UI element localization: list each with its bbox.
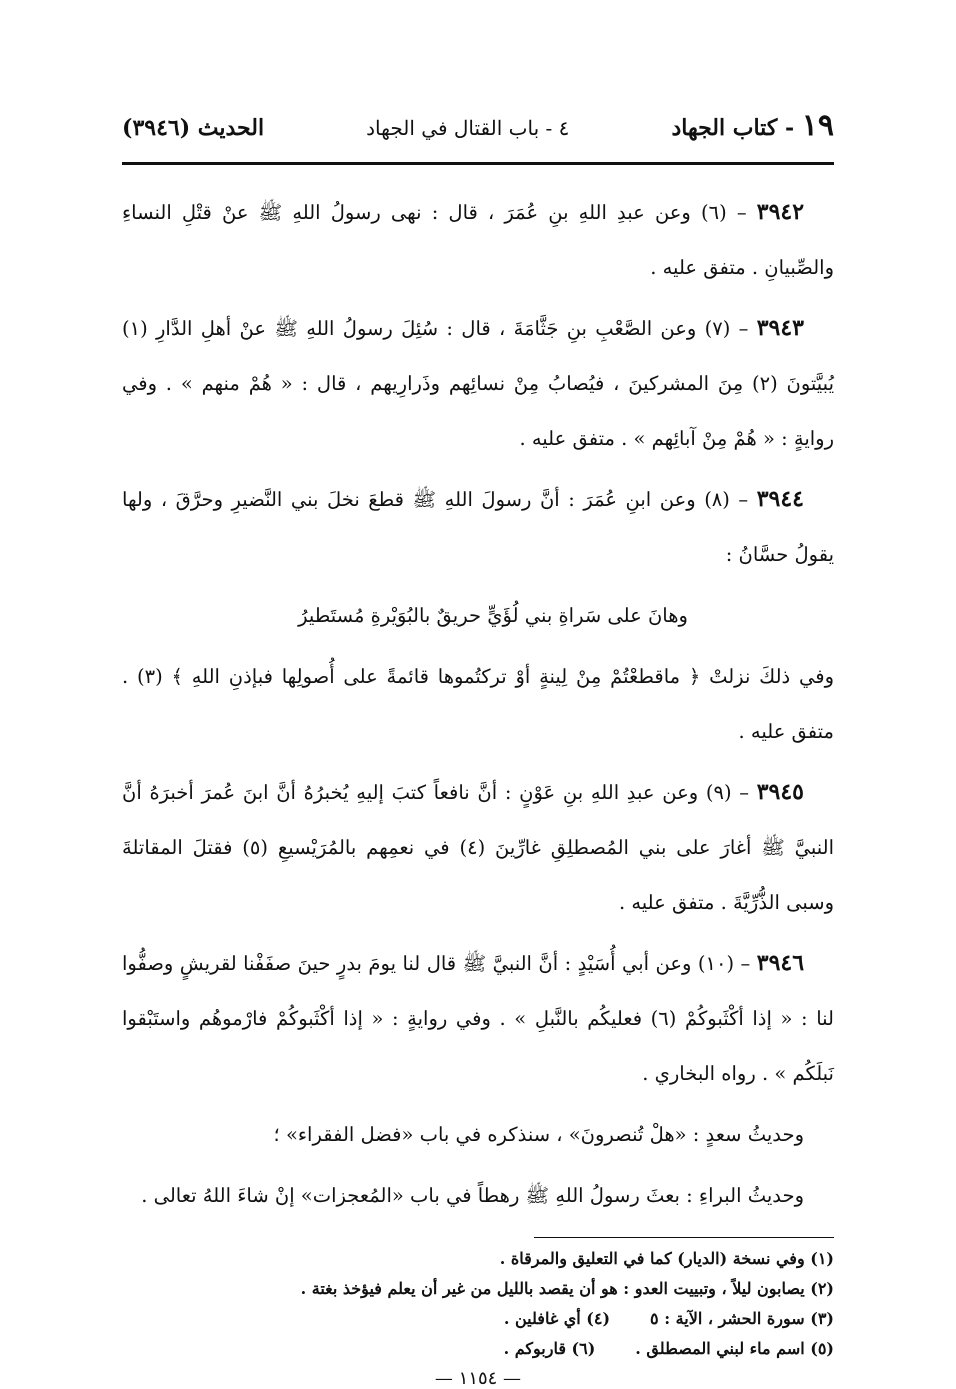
page-number: — ١١٥٤ — (434, 1368, 522, 1389)
page-header (122, 108, 834, 150)
note-baraa: وحديثُ البراءِ : بعثَ رسولُ اللهِ ﷺ رهطاً في باب «المُعجزات» إنْ شاءَ اللهُ تعالى . (141, 1184, 804, 1207)
book-title (671, 108, 834, 143)
hadith-3944 (122, 472, 834, 582)
footnote-rule (534, 1237, 834, 1238)
hadith-3943 (122, 301, 834, 466)
hadith-3946 (122, 936, 834, 1101)
book-title-text: - كتاب الجهاد (671, 115, 795, 141)
footnote-3: (٣) سورة الحشر ، الآية : ٥ (650, 1309, 834, 1328)
poem-verse: وهانَ على سَراةِ بني لُؤَيٍّ حريقٌ بالبُوَيْرةِ مُستَطيرُ (298, 604, 688, 627)
hadith-number: ٣٩٤٦ (756, 950, 805, 976)
footnotes (122, 1244, 834, 1364)
hadith-number: ٣٩٤٤ (756, 486, 804, 512)
hadith-range: الحديث (٣٩٤٦) (122, 115, 265, 141)
chapter-title: ٤ - باب القتال في الجهاد (366, 116, 570, 140)
footnote-4: (٤) أي غافلين . (503, 1309, 611, 1328)
hadith-text: – (٩) وعن عبدِ اللهِ بنِ عَوْنٍ : أنَّ نافعاً كتبَ إليهِ يُخبرُهُ أنَّ ابنَ عُمرَ أخبرَهُ أنَّ النبيَّ ﷺ أغارَ على بني المُصطلِقِ غارِّينَ (٤) في نعمِهم بالمُرَيْسيعِ (٥) فقتلَ المقاتلةَ وسبى الذُّرِّيَّةَ . متفق عليه . (122, 781, 835, 914)
hadith-text: – (٨) وعن ابنِ عُمَرَ : أنَّ رسولَ اللهِ ﷺ قطعَ نخلَ بني النَّضيرِ وحرَّقَ ، ولها يقولُ حسَّانُ : (122, 488, 834, 566)
hadith-3944-continuation: وفي ذلكَ نزلتْ ﴿ ماقطعْتُمْ مِنْ لِينةٍ أوْ تركتُموها قائمةً على أُصولِها فبإذنِ اللهِ ﴾ (٣) . متفق عليه . (122, 665, 834, 743)
footnote-5: (٥) اسم ماء لبني المصطلق . (635, 1339, 834, 1358)
hadith-number: ٣٩٤٢ (756, 199, 805, 225)
footnote-6: (٦) قاربوكم . (503, 1339, 596, 1358)
hadith-text: – (٦) وعن عبدِ اللهِ بنِ عُمَرَ ، قال : نهى رسولُ اللهِ ﷺ عنْ قتْلِ النساءِ والصِّبيانِ . متفق عليه . (122, 201, 834, 279)
book-number: ١٩ (801, 108, 834, 143)
footnote-2: (٢) يصابون ليلاً ، وتبييت العدو : هو أن يقصد بالليل من غير أن يعلم فيؤخذ بغتة . (300, 1279, 834, 1298)
page-body (122, 185, 834, 1223)
footnote-1: (١) وفي نسخة (الديار) كما في التعليق والمرقاة . (499, 1249, 834, 1268)
hadith-text: – (١٠) وعن أبي أُسَيْدٍ : أنَّ النبيَّ ﷺ قال لنا يومَ بدرٍ حينَ صفَفْنا لقريشٍ وصفُّوا لنا : « إذا أكْثَبوكُمْ (٦) فعليكُم بالنَّبلِ » . وفي روايةٍ : « إذا أكْثَبوكُمْ فارْموهُم واستَبْقوا نَبلَكُم » . رواه البخاري . (122, 952, 834, 1085)
hadith-3942 (122, 185, 834, 295)
hadith-3945 (122, 765, 834, 930)
hadith-text: – (٧) وعن الصَّعْبِ بنِ جَثَّامَةَ ، قال : سُئِلَ رسولُ اللهِ ﷺ عنْ أهلِ الدَّارِ (١) يُبيَّتونَ (٢) مِنَ المشركينَ ، فيُصابُ مِنْ نسائِهم وذَرارِيهم ، قال : « هُمْ منهم » . وفي روايةٍ : « هُمْ مِنْ آبائِهم » . متفق عليه . (122, 317, 834, 450)
header-rule (122, 162, 834, 165)
note-saad: وحديثُ سعدٍ : «هلْ تُنصرونَ» ، سنذكره في باب «فضل الفقراء» ؛ (273, 1123, 804, 1146)
hadith-number: ٣٩٤٥ (756, 779, 804, 805)
hadith-number: ٣٩٤٣ (756, 315, 804, 341)
